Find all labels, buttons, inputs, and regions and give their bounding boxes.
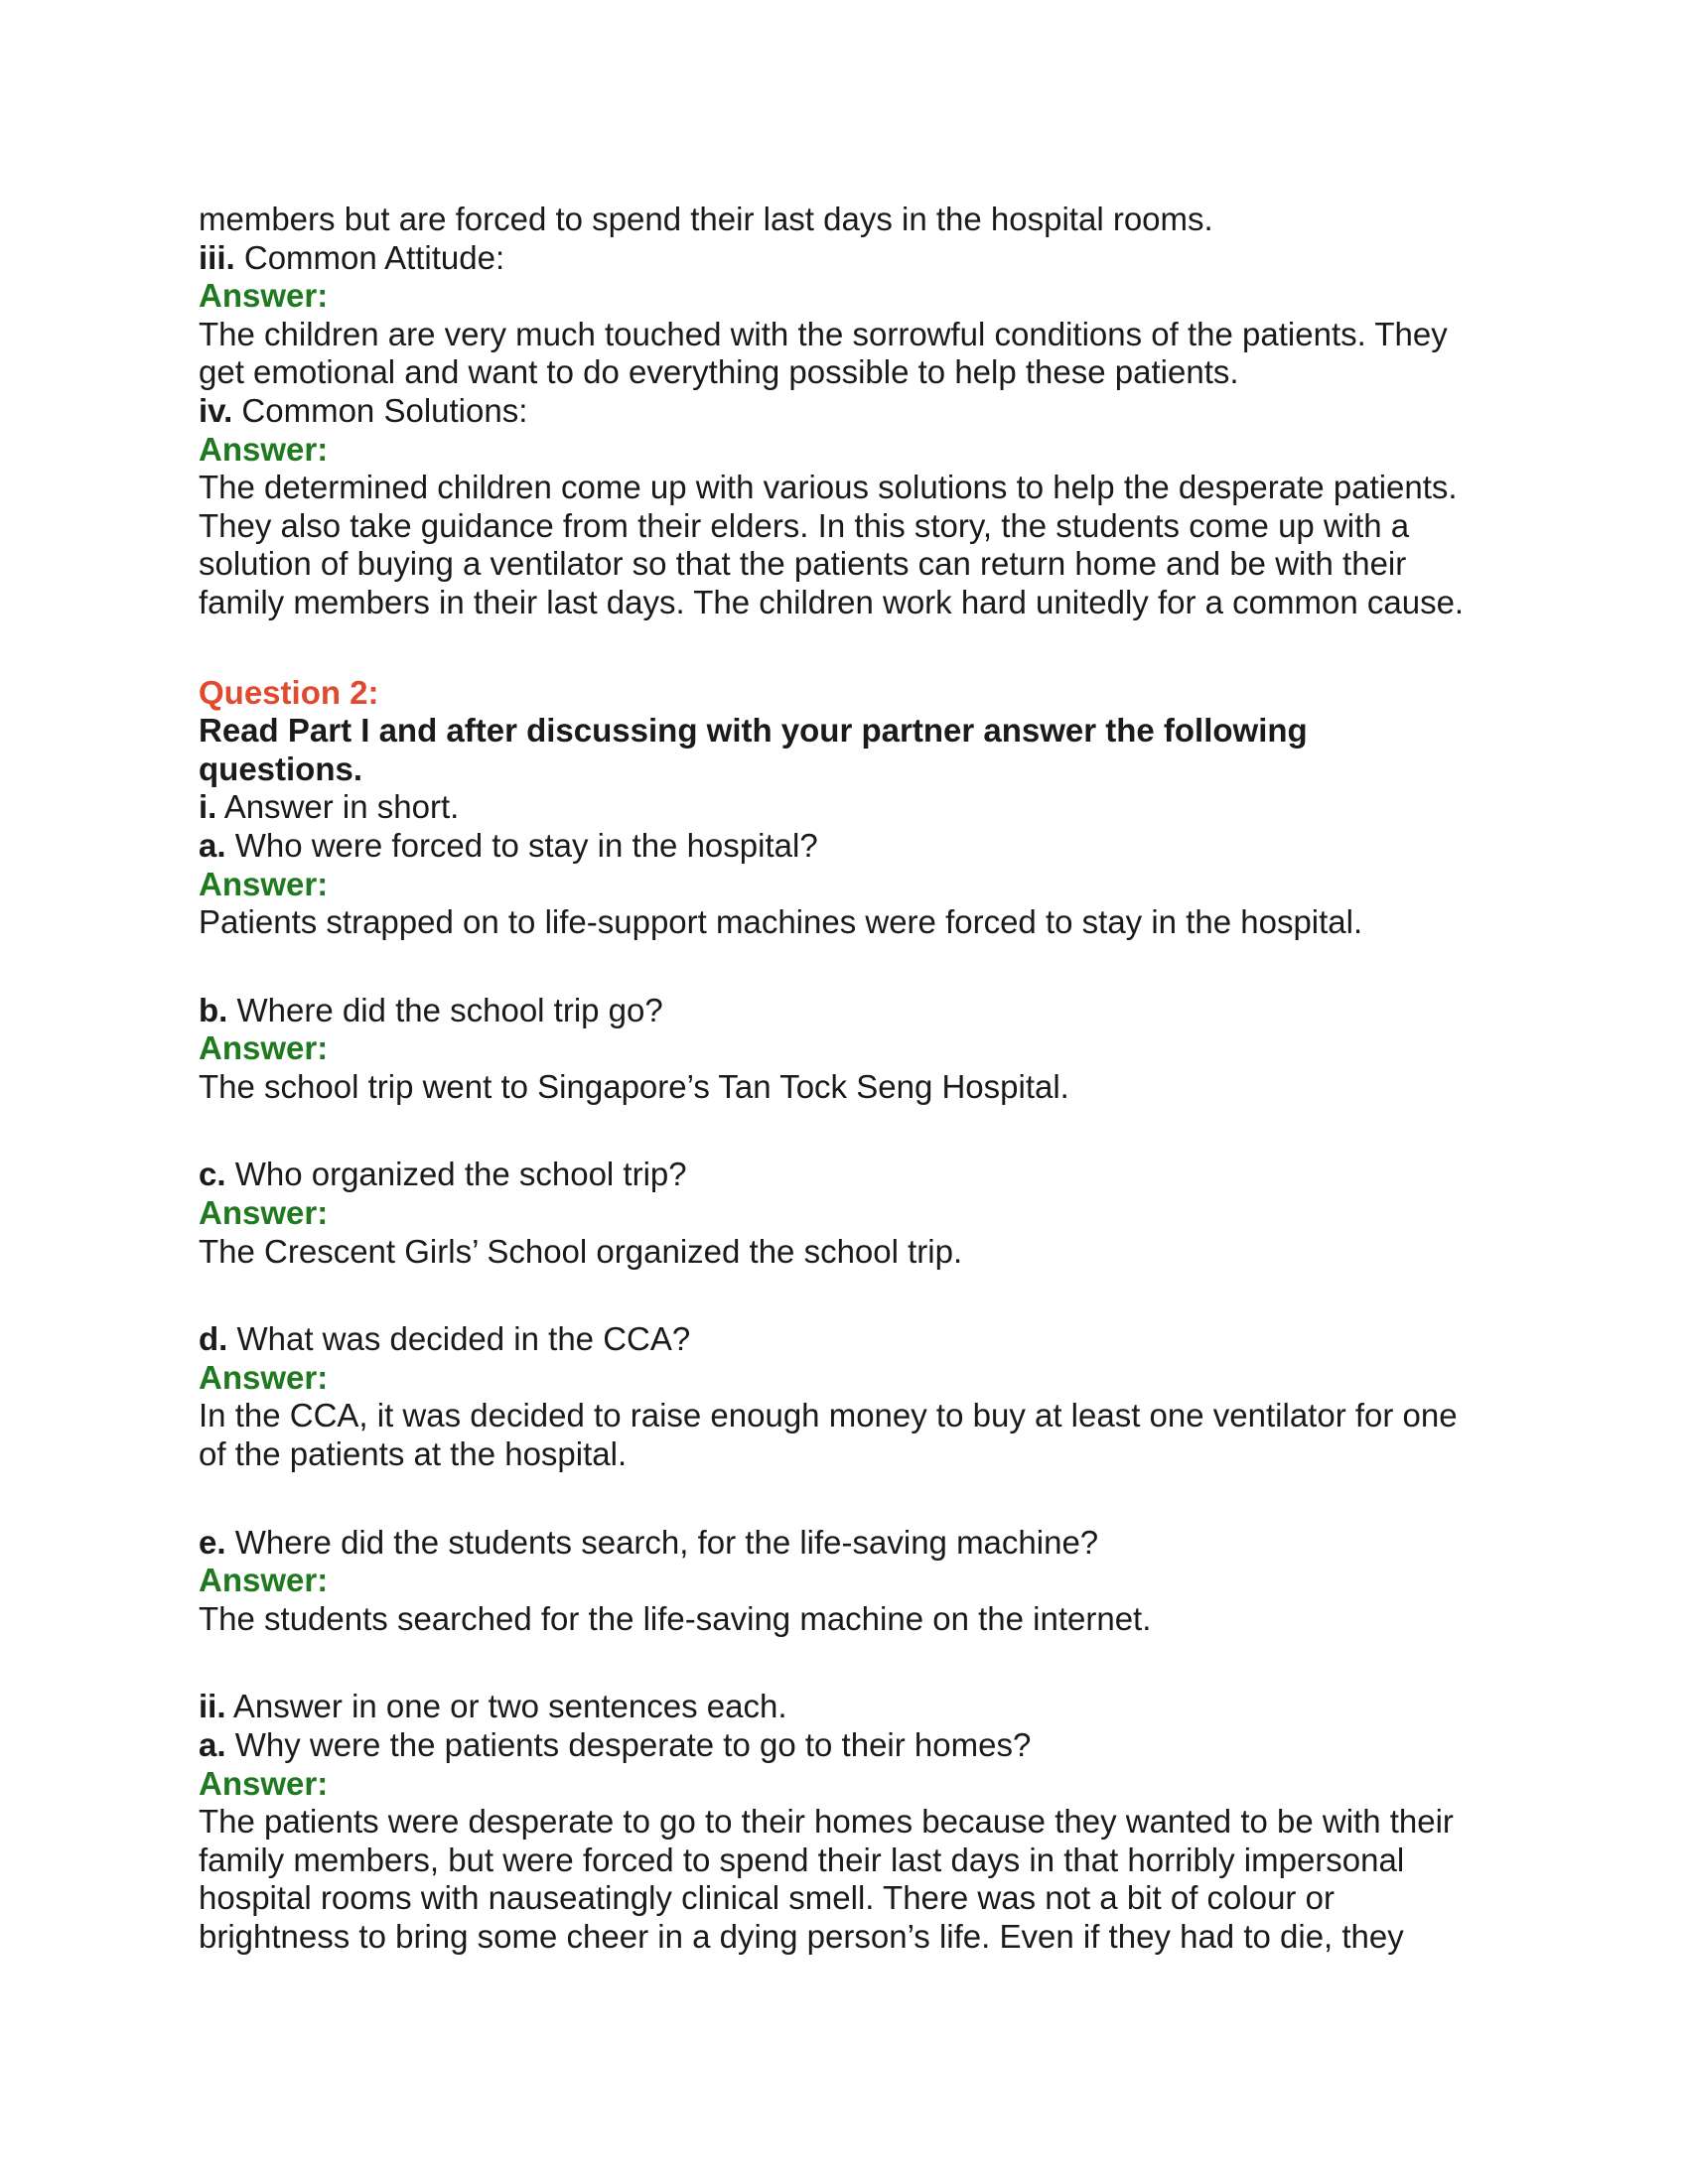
continuation-text: members but are forced to spend their last days in the hospital rooms. (199, 201, 1213, 237)
part-ii-question-a-text: Why were the patients desperate to go to their homes? (225, 1726, 1032, 1763)
part-i-title: Answer in short. (216, 788, 460, 826)
question-c-marker: c. (199, 1156, 226, 1193)
part-ii-question-a-answer-line: family members, but were forced to spend their last days in that horribly impersonal (199, 1841, 1405, 1878)
question-b-answer-line: The school trip went to Singapore’s Tan Tock Seng Hospital. (199, 1067, 1069, 1105)
part-ii-question-a-answer-line: brightness to bring some cheer in a dying person’s life. Even if they had to die, they (199, 1917, 1404, 1955)
question-a-answer-label: Answer: (199, 865, 329, 902)
part-ii-question-a-marker: a. (199, 1726, 226, 1763)
question-2-instruction: Read Part I and after discussing with your partner answer the following (199, 712, 1308, 750)
section-iv-answer-line: They also take guidance from their elders. In this story, the students come up with a (199, 506, 1410, 544)
part-ii-question-a (199, 1726, 1509, 1765)
question-d-answer-line: In the CCA, it was decided to raise enough money to buy at least one ventilator for one (199, 1397, 1458, 1434)
question-a-marker: a. (199, 826, 226, 864)
section-iv-answer-line: solution of buying a ventilator so that the patients can return home and be with their (199, 545, 1407, 583)
part-ii-marker: ii. (199, 1688, 226, 1725)
section-iii-marker: iii. (199, 238, 235, 276)
question-a-answer-line: Patients strapped on to life-support machines were forced to stay in the hospital. (199, 903, 1363, 941)
question-e-answer-label: Answer: (199, 1562, 329, 1599)
part-ii-question-a-answer-line: hospital rooms with nauseatingly clinical smell. There was not a bit of colour or (199, 1879, 1335, 1917)
document-page (199, 201, 1509, 1957)
part-ii-title: Answer in one or two sentences each. (225, 1688, 787, 1725)
question-b (199, 992, 1509, 1030)
question-d-answer-label: Answer: (199, 1358, 329, 1396)
question-b-marker: b. (199, 991, 228, 1028)
question-a (199, 827, 1509, 866)
question-d-text: What was decided in the CCA? (227, 1320, 691, 1358)
section-iii-answer-line: get emotional and want to do everything possible to help these patients. (199, 353, 1239, 391)
part-ii-question-a-answer-line: The patients were desperate to go to their homes because they wanted to be with their (199, 1803, 1454, 1841)
question-c (199, 1156, 1509, 1194)
section-iv-answer-line: The determined children come up with various solutions to help the desperate patients. (199, 469, 1458, 506)
section-iii-answer-label: Answer: (199, 277, 329, 315)
question-d-answer-line: of the patients at the hospital. (199, 1435, 628, 1473)
part-ii-question-a-answer-label: Answer: (199, 1764, 329, 1802)
section-iii-answer-line: The children are very much touched with the sorrowful conditions of the patients. They (199, 315, 1448, 352)
question-c-answer-label: Answer: (199, 1194, 329, 1232)
question-e-text: Where did the students search, for the life-saving machine? (225, 1523, 1099, 1561)
question-d-marker: d. (199, 1320, 228, 1358)
question-b-answer-label: Answer: (199, 1029, 329, 1067)
question-c-answer-line: The Crescent Girls’ School organized the school trip. (199, 1232, 963, 1270)
section-iv-title: Common Solutions: (232, 391, 528, 429)
question-d (199, 1320, 1509, 1359)
part-i-heading (199, 788, 1509, 827)
section-iv-answer-label: Answer: (199, 430, 329, 468)
question-e-marker: e. (199, 1523, 226, 1561)
question-e (199, 1524, 1509, 1563)
question-a-text: Who were forced to stay in the hospital? (225, 826, 818, 864)
question-c-text: Who organized the school trip? (225, 1156, 687, 1193)
part-ii-heading (199, 1688, 1509, 1726)
section-iii-title: Common Attitude: (234, 238, 505, 276)
question-e-answer-line: The students searched for the life-saving machine on the internet. (199, 1599, 1152, 1637)
section-iv-answer-line: family members in their last days. The children work hard unitedly for a common cause. (199, 583, 1465, 620)
question-2-instruction: questions. (199, 750, 363, 787)
part-i-marker: i. (199, 788, 217, 826)
section-iii-heading (199, 239, 1509, 278)
question-2-heading: Question 2: (199, 673, 379, 711)
section-iv-marker: iv. (199, 391, 233, 429)
question-b-text: Where did the school trip go? (227, 991, 663, 1028)
section-iv-heading (199, 392, 1509, 431)
